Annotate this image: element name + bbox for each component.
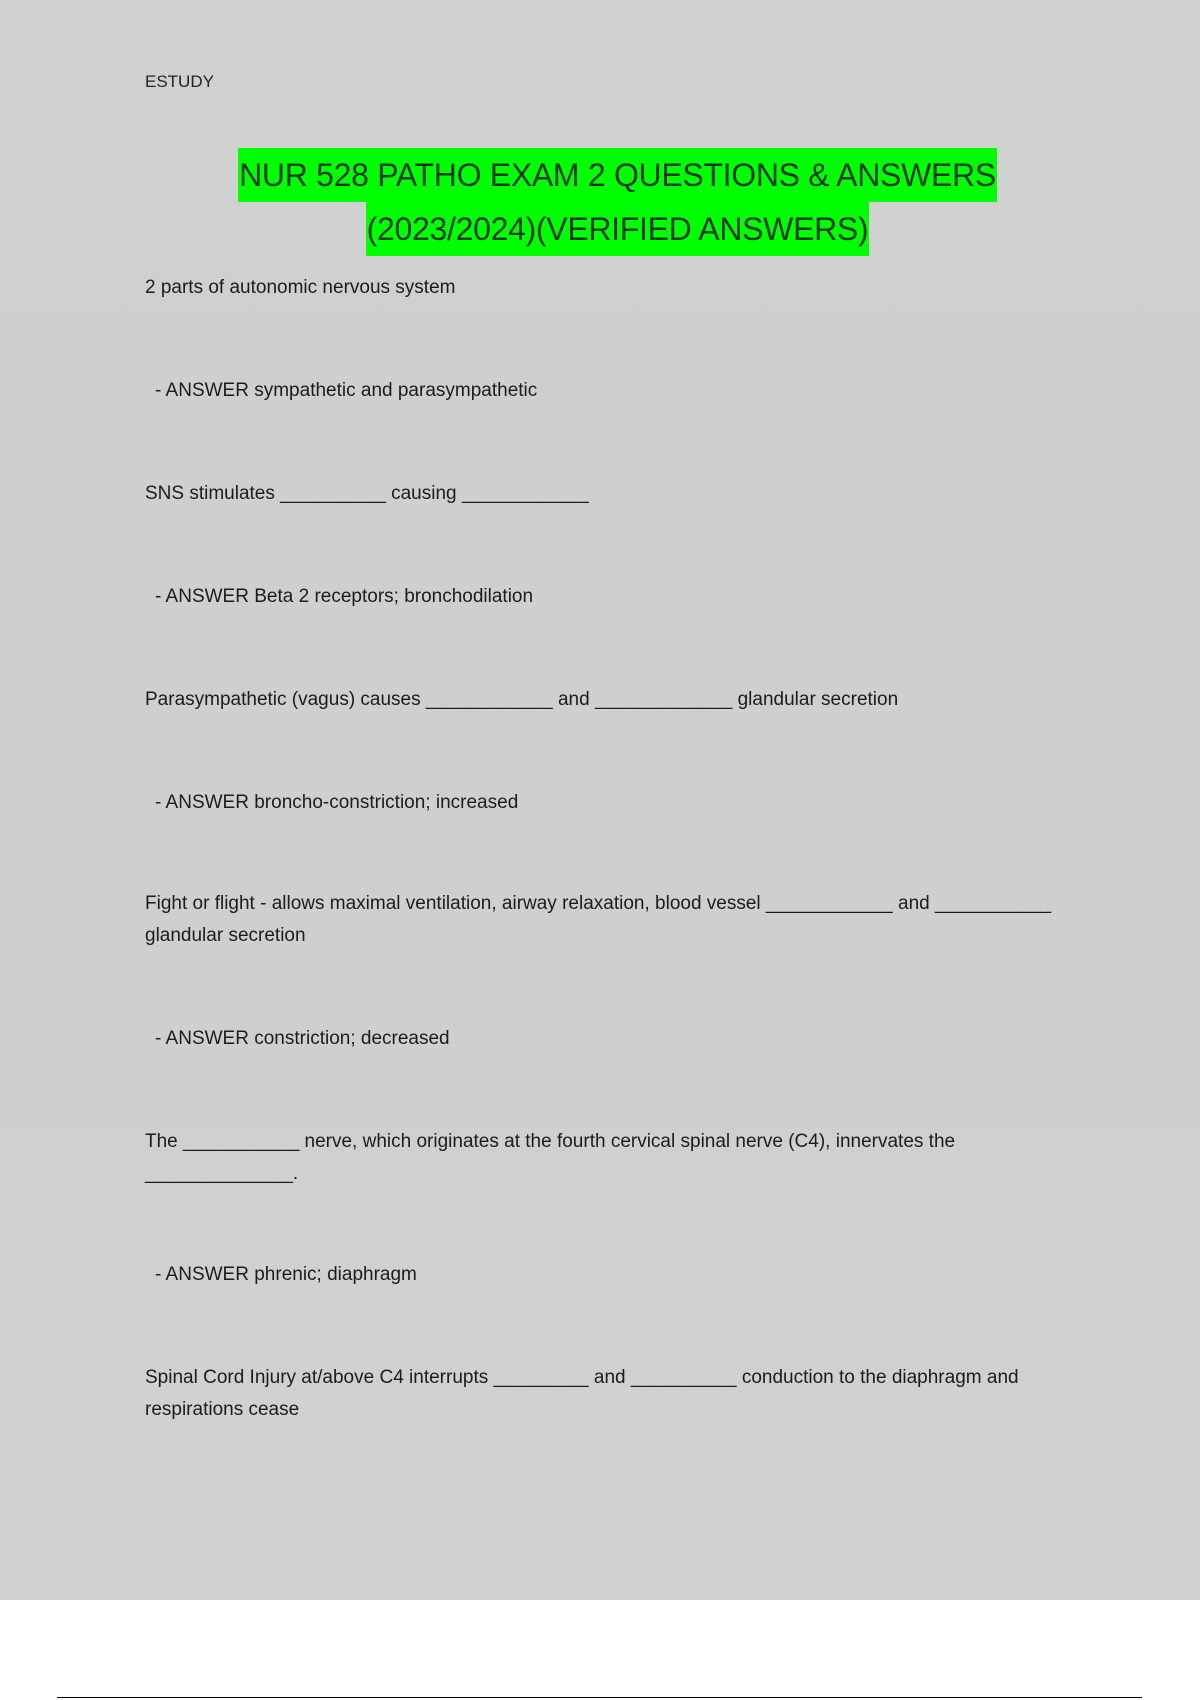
question-3: Parasympathetic (vagus) causes ____________ and _____________ glandular secretion xyxy=(145,689,899,710)
question-5: The ___________ nerve, which originates at the fourth cervical spinal nerve (C4), innervates the ______________. xyxy=(145,1131,956,1184)
answer-1: - ANSWER sympathetic and parasympathetic xyxy=(155,380,538,401)
question-4: Fight or flight - allows maximal ventilation, airway relaxation, blood vessel ____________ and ___________ glandular secretion xyxy=(145,893,1052,946)
answer-2: - ANSWER Beta 2 receptors; bronchodilation xyxy=(155,586,534,607)
question-6: Spinal Cord Injury at/above C4 interrupts _________ and __________ conduction to the diaphragm and respirations cease xyxy=(145,1367,1019,1420)
answer-3: - ANSWER broncho-constriction; increased xyxy=(155,792,519,813)
answer-4: - ANSWER constriction; decreased xyxy=(155,1028,450,1049)
document-title xyxy=(0,148,1200,256)
answer-5: - ANSWER phrenic; diaphragm xyxy=(155,1264,417,1285)
question-1: 2 parts of autonomic nervous system xyxy=(145,277,456,298)
header-label: ESTUDY xyxy=(145,72,214,91)
title-line-1: NUR 528 PATHO EXAM 2 QUESTIONS & ANSWERS xyxy=(238,148,997,202)
footer-divider xyxy=(57,1697,1142,1698)
question-2: SNS stimulates __________ causing ____________ xyxy=(145,483,589,504)
title-line-2: (2023/2024)(VERIFIED ANSWERS) xyxy=(366,202,870,256)
